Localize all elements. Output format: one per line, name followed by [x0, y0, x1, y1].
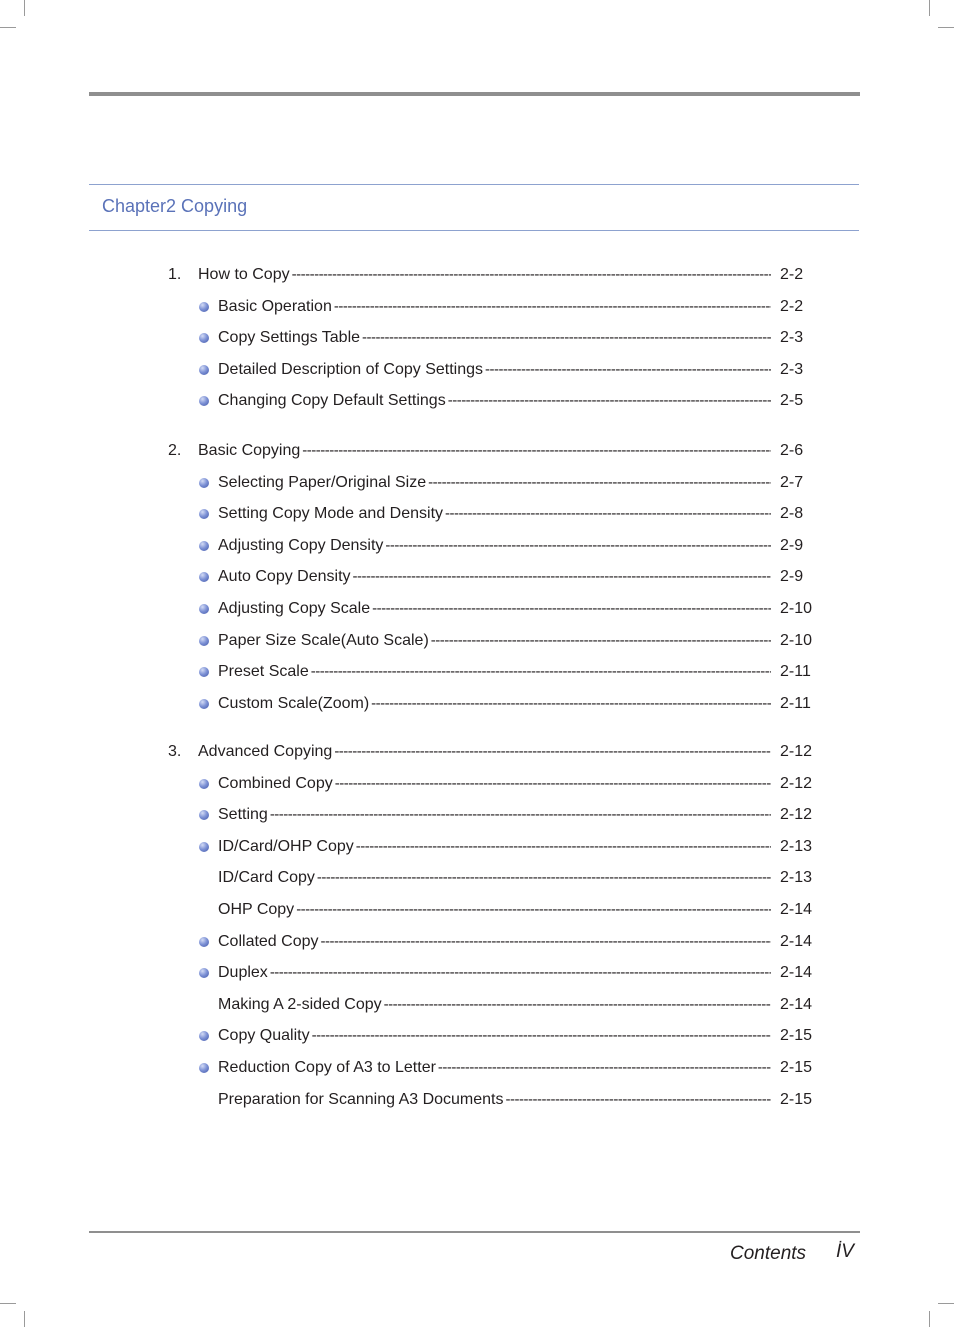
leader	[218, 836, 771, 858]
dot-leader	[438, 1057, 771, 1079]
toc-item[interactable]	[0, 931, 954, 953]
crop-mark	[938, 1303, 954, 1304]
page-number: 2-15	[780, 1059, 813, 1076]
toc-item[interactable]	[0, 566, 954, 588]
bullet-icon	[199, 572, 209, 582]
toc-item[interactable]	[0, 503, 954, 525]
dot-leader	[384, 994, 771, 1016]
toc-item[interactable]	[0, 1057, 954, 1079]
item-label: Preparation for Scanning A3 Documents	[218, 1091, 504, 1108]
leader	[218, 693, 771, 715]
bullet-icon	[199, 541, 209, 551]
item-label: Collated Copy	[218, 933, 319, 950]
dot-leader	[485, 359, 771, 381]
footer-label: Contents	[730, 1243, 807, 1264]
dot-leader	[302, 440, 771, 462]
item-label: OHP Copy	[218, 901, 295, 918]
item-label: Adjusting Copy Density	[218, 537, 384, 554]
item-label: ID/Card/OHP Copy	[218, 838, 354, 855]
leader	[218, 598, 771, 620]
dot-leader	[428, 472, 771, 494]
item-label: ID/Card Copy	[218, 869, 315, 886]
leader	[198, 440, 771, 462]
bullet-icon	[199, 478, 209, 488]
leader	[198, 264, 771, 286]
page-number: 2-3	[780, 361, 804, 378]
page-number: 2-12	[780, 775, 813, 792]
page-number: 2-13	[780, 869, 813, 886]
leader	[218, 503, 771, 525]
toc-item[interactable]	[0, 804, 954, 826]
toc-item[interactable]	[0, 773, 954, 795]
bullet-icon	[199, 968, 209, 978]
dot-leader	[296, 899, 771, 921]
bullet-icon	[199, 604, 209, 614]
page-number: 2-12	[780, 806, 813, 823]
toc-item[interactable]	[0, 994, 954, 1016]
page-number: 2-5	[780, 392, 804, 409]
dot-leader	[270, 804, 771, 826]
section-number: 2.	[168, 442, 182, 459]
dot-leader	[371, 693, 771, 715]
section-number: 3.	[168, 743, 182, 760]
item-label: Basic Operation	[218, 298, 332, 315]
bullet-icon	[199, 810, 209, 820]
dot-leader	[334, 296, 771, 318]
leader	[218, 661, 771, 683]
bullet-icon	[199, 779, 209, 789]
bullet-icon	[199, 667, 209, 677]
section-label: How to Copy	[198, 266, 290, 283]
leader	[218, 1089, 771, 1111]
toc-item[interactable]	[0, 1089, 954, 1111]
bullet-icon	[199, 396, 209, 406]
bullet-icon	[199, 1031, 209, 1041]
item-label: Setting	[218, 806, 268, 823]
leader	[218, 296, 771, 318]
dot-leader	[448, 390, 771, 412]
section-number: 1.	[168, 266, 182, 283]
page-number: 2-14	[780, 964, 813, 981]
bullet-icon	[199, 509, 209, 519]
page-number: 2-13	[780, 838, 813, 855]
page-number: 2-9	[780, 568, 804, 585]
bullet-icon	[199, 365, 209, 375]
dot-leader	[356, 836, 771, 858]
dot-leader	[431, 630, 771, 652]
dot-leader	[311, 661, 771, 683]
page-number: 2-14	[780, 996, 813, 1013]
page-number: 2-15	[780, 1091, 813, 1108]
footer-page-number: İV	[836, 1241, 854, 1262]
item-label: Making A 2-sided Copy	[218, 996, 382, 1013]
toc-item[interactable]	[0, 598, 954, 620]
item-label: Selecting Paper/Original Size	[218, 474, 427, 491]
dot-leader	[335, 773, 771, 795]
crop-mark	[24, 1311, 25, 1327]
page-number: 2-2	[780, 266, 804, 283]
toc-item[interactable]	[0, 867, 954, 889]
page-number: 2-8	[780, 505, 804, 522]
leader	[198, 741, 771, 763]
dot-leader	[385, 535, 771, 557]
item-label: Changing Copy Default Settings	[218, 392, 446, 409]
section-label: Advanced Copying	[198, 743, 333, 760]
toc-item[interactable]	[0, 390, 954, 412]
item-label: Detailed Description of Copy Settings	[218, 361, 484, 378]
bottom-rule	[89, 1231, 860, 1233]
toc-section[interactable]	[0, 440, 954, 462]
bullet-icon	[199, 636, 209, 646]
leader	[218, 630, 771, 652]
leader	[218, 535, 771, 557]
item-label: Duplex	[218, 964, 268, 981]
crop-mark	[0, 1303, 16, 1304]
page-number: 2-9	[780, 537, 804, 554]
page-number: 2-3	[780, 329, 804, 346]
item-label: Reduction Copy of A3 to Letter	[218, 1059, 436, 1076]
page-number: 2-11	[780, 663, 811, 680]
leader	[218, 804, 771, 826]
leader	[218, 1025, 771, 1047]
dot-leader	[270, 962, 771, 984]
leader	[218, 359, 771, 381]
leader	[218, 472, 771, 494]
page-number: 2-15	[780, 1027, 813, 1044]
page-number: 2-2	[780, 298, 804, 315]
dot-leader	[321, 931, 772, 953]
item-label: Auto Copy Density	[218, 568, 351, 585]
page-number: 2-14	[780, 901, 813, 918]
item-label: Custom Scale(Zoom)	[218, 695, 370, 712]
dot-leader	[445, 503, 771, 525]
page-number: 2-7	[780, 474, 804, 491]
toc-item[interactable]	[0, 472, 954, 494]
bullet-icon	[199, 1063, 209, 1073]
item-label: Paper Size Scale(Auto Scale)	[218, 632, 429, 649]
dot-leader	[317, 867, 771, 889]
toc-item[interactable]	[0, 535, 954, 557]
dot-leader	[353, 566, 771, 588]
page-number: 2-10	[780, 600, 813, 617]
leader	[218, 773, 771, 795]
toc-item[interactable]	[0, 836, 954, 858]
section-label: Basic Copying	[198, 442, 301, 459]
toc-item[interactable]	[0, 962, 954, 984]
toc-section[interactable]	[0, 264, 954, 286]
toc-item[interactable]	[0, 693, 954, 715]
toc-item[interactable]	[0, 630, 954, 652]
item-label: Combined Copy	[218, 775, 333, 792]
toc-item[interactable]	[0, 327, 954, 349]
dot-leader	[292, 264, 771, 286]
bullet-icon	[199, 302, 209, 312]
item-label: Copy Quality	[218, 1027, 310, 1044]
leader	[218, 867, 771, 889]
toc-section[interactable]	[0, 741, 954, 763]
item-label: Copy Settings Table	[218, 329, 361, 346]
leader	[218, 931, 771, 953]
leader	[218, 390, 771, 412]
leader	[218, 327, 771, 349]
page-number: 2-11	[780, 695, 811, 712]
item-label: Preset Scale	[218, 663, 309, 680]
toc-item[interactable]	[0, 899, 954, 921]
dot-leader	[334, 741, 771, 763]
leader	[218, 566, 771, 588]
dot-leader	[372, 598, 771, 620]
dot-leader	[362, 327, 771, 349]
toc-item[interactable]	[0, 296, 954, 318]
bullet-icon	[199, 842, 209, 852]
dot-leader	[312, 1025, 771, 1047]
bullet-icon	[199, 333, 209, 343]
page-number: 2-14	[780, 933, 813, 950]
item-label: Setting Copy Mode and Density	[218, 505, 444, 522]
page-number: 2-12	[780, 743, 813, 760]
crop-mark	[929, 1311, 930, 1327]
item-label: Adjusting Copy Scale	[218, 600, 371, 617]
leader	[218, 1057, 771, 1079]
toc-item[interactable]	[0, 359, 954, 381]
bullet-icon	[199, 937, 209, 947]
leader	[218, 962, 771, 984]
leader	[218, 994, 771, 1016]
leader	[218, 899, 771, 921]
toc-item[interactable]	[0, 1025, 954, 1047]
dot-leader	[506, 1089, 772, 1111]
page-number: 2-10	[780, 632, 813, 649]
toc-item[interactable]	[0, 661, 954, 683]
page-number: 2-6	[780, 442, 804, 459]
bullet-icon	[199, 699, 209, 709]
chapter-title: Chapter2 Copying	[102, 196, 248, 216]
